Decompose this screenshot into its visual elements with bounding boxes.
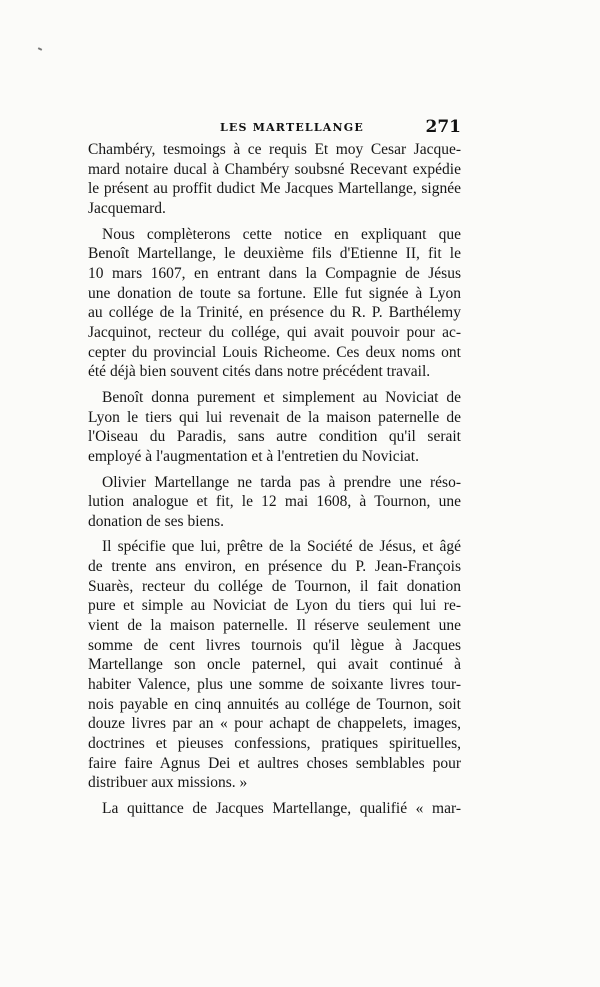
text-line: le présent au proffit dudict Me Jacques Martellange, signée — [88, 180, 461, 198]
text-line: Jacquinot, recteur du collége, qui avait pouvoir pour ac- — [88, 323, 461, 341]
text-line: Chambéry, tesmoings à ce requis Et moy Cesar Jacque- — [88, 141, 461, 158]
text-line: Benoît donna purement et simplement au Noviciat de — [102, 388, 461, 406]
text-line: doctrines et pieuses confessions, pratiques spirituelles, — [88, 735, 461, 753]
text-line: nois payable en cinq annuités au collége de Tournon, soit — [88, 695, 461, 713]
text-line: cepter du provincial Louis Richeome. Ces deux noms ont — [88, 343, 461, 361]
text-line: somme de cent livres tournois qu'il lègue à Jacques — [88, 636, 461, 654]
running-head — [88, 118, 461, 136]
text-line: une donation de toute sa fortune. Elle fut signée à Lyon — [88, 284, 461, 302]
text-line: Nous complèterons cette notice en expliquant que — [102, 225, 461, 243]
text-line: Lyon le tiers qui lui revenait de la maison paternelle de — [88, 408, 461, 426]
text-line: faire faire Agnus Dei et aultres choses semblables pour — [88, 754, 461, 772]
body-text — [88, 140, 461, 819]
paragraph-6 — [88, 799, 461, 819]
paragraph-2 — [88, 225, 461, 382]
page-number: 271 — [425, 117, 461, 137]
running-title: LES MARTELLANGE — [220, 121, 364, 134]
text-line: Benoît Martellange, le deuxième fils d'Etienne II, fit le — [88, 245, 461, 263]
text-line: Il spécifie que lui, prêtre de la Société de Jésus, et âgé — [102, 538, 461, 556]
paragraph-4 — [88, 473, 461, 532]
text-line: employé à l'augmentation et à l'entretien du Noviciat. — [88, 447, 419, 465]
text-line: Jacquemard. — [88, 199, 166, 217]
paragraph-5 — [88, 537, 461, 793]
text-line: lution analogue et fit, le 12 mai 1608, à Tournon, une — [88, 493, 461, 511]
text-line: été déjà bien souvent cités dans notre précédent travail. — [88, 363, 431, 381]
text-line: habiter Valence, plus une somme de soixante livres tour- — [88, 676, 461, 694]
text-line: distribuer aux missions. » — [88, 774, 248, 792]
text-line: de trente ans environ, en présence du P. Jean-François — [88, 558, 461, 576]
text-line: 10 mars 1607, en entrant dans la Compagnie de Jésus — [88, 264, 461, 282]
text-line: vient de la maison paternelle. Il réserve seulement une — [88, 617, 461, 635]
text-line: au collége de la Trinité, en présence du R. P. Barthélemy — [88, 304, 461, 322]
text-line: donation de ses biens. — [88, 512, 225, 530]
text-line: Suarès, recteur du collége de Tournon, il fait donation — [88, 577, 461, 595]
text-line: douze livres par an « pour achapt de chappelets, images, — [88, 715, 461, 733]
text-line: La quittance de Jacques Martellange, qualifié « mar- — [102, 800, 461, 817]
text-line: mard notaire ducal à Chambéry soubsné Recevant expédie — [88, 160, 461, 178]
paragraph-1 — [88, 140, 461, 219]
text-line: Olivier Martellange ne tarda pas à prendre une réso- — [102, 473, 461, 491]
scan-mark — [38, 47, 42, 51]
text-line: l'Oiseau du Paradis, sans autre condition qu'il serait — [88, 428, 461, 446]
paragraph-3 — [88, 388, 461, 467]
text-line: pure et simple au Noviciat de Lyon du tiers qui lui re- — [88, 597, 461, 615]
text-line: Martellange son oncle paternel, qui avait continué à — [88, 656, 461, 674]
